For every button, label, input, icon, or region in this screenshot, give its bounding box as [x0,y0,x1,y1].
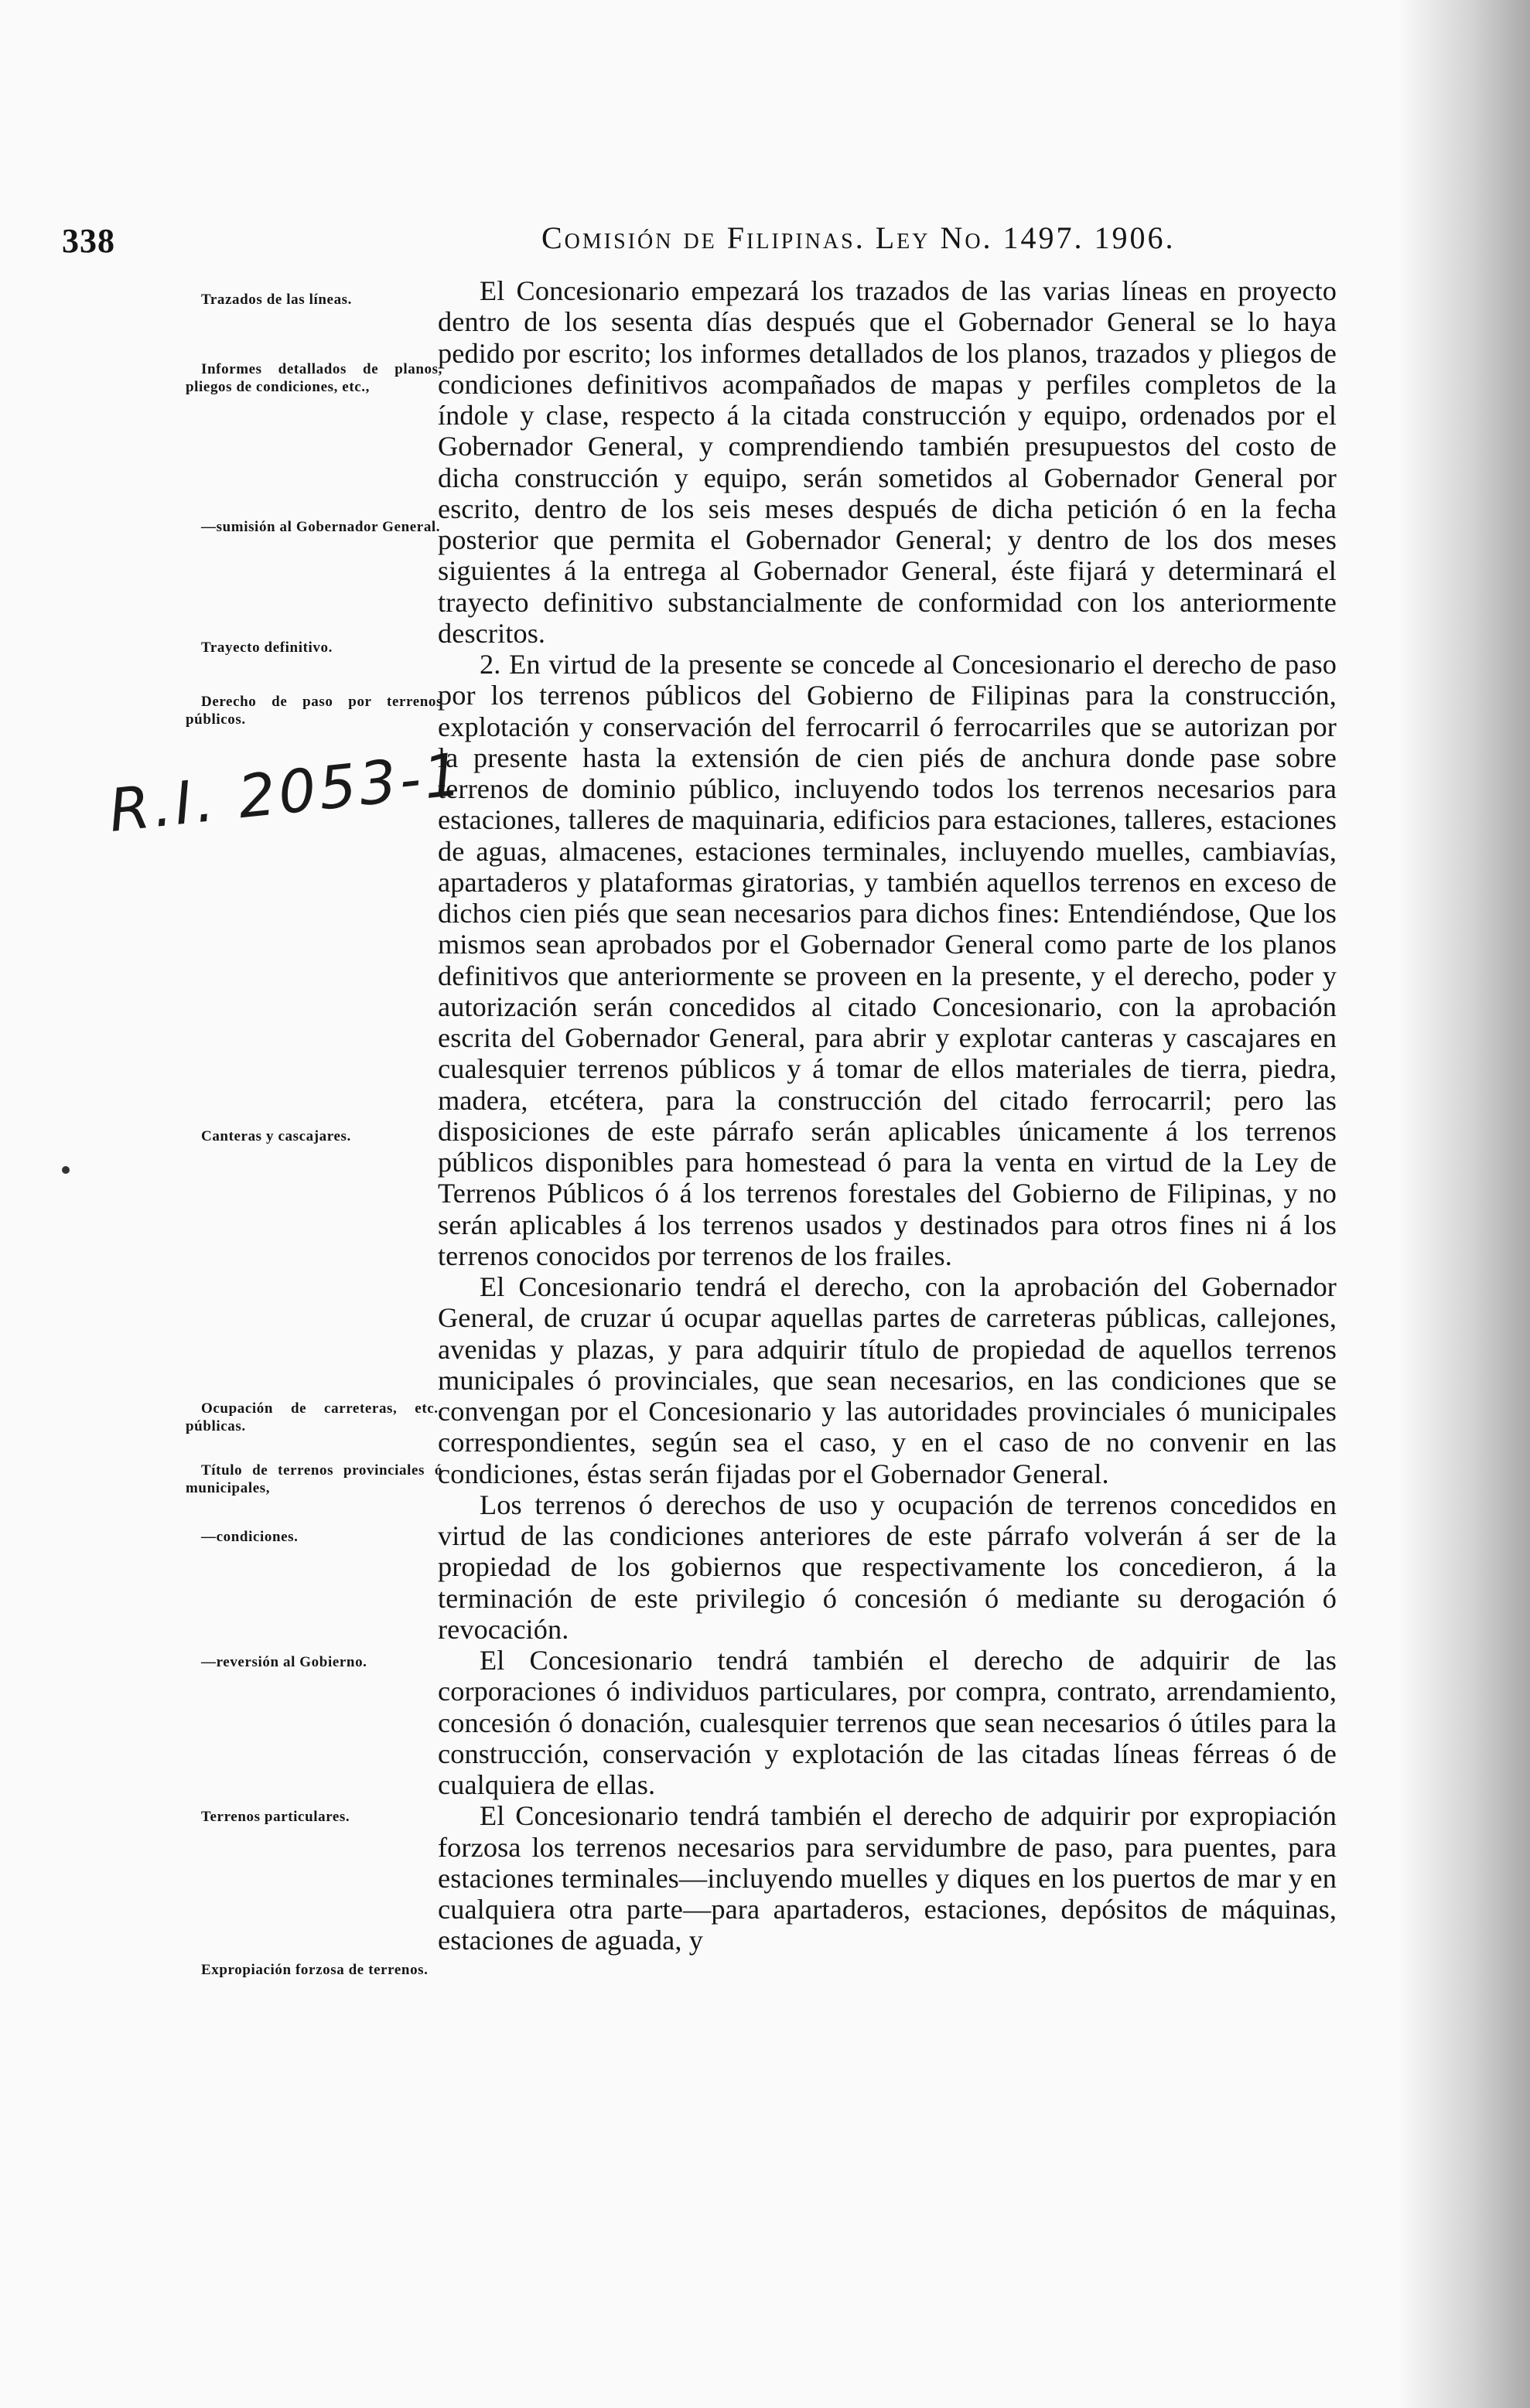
paragraph: El Concesionario empezará los trazados de las varias líneas en proyecto dentro de los sesenta días después que el Gobernador General se lo haya pedido por escrito; los informes detallados de los planos, trazados y pliegos de condiciones definitivos acompañados de mapas y perfiles completos de la índole y clase, respecto á la citada construcción y equipo, ordenados por el Gobernador General, y comprendiendo también presupuestos del costo de dicha construcción y equipo, serán sometidos al Gobernador General por escrito, dentro de los seis meses después de dicha petición ó en la fecha posterior que permita el Gobernador General; y dentro de los dos meses siguientes á la entrega al Gobernador General, éste fijará y determinará el trayecto definitivo substancialmente de conformidad con los anteriormente descritos. [438,275,1337,649]
paragraph: 2. En virtud de la presente se concede al Concesionario el derecho de paso por los terrenos públicos del Gobierno de Filipinas para la construcción, explotación y conservación del ferrocarril ó ferrocarriles que se autorizan por la presente hasta la extensión de cien piés de anchura donde pase sobre terrenos de dominio público, incluyendo todos los terrenos necesarios para estaciones, talleres de maquinaria, edificios para estaciones, talleres, estaciones de aguas, almacenes, estaciones terminales, incluyendo muelles, cambiavías, apartaderos y plataformas giratorias, y también aquellos terrenos en exceso de dichos cien piés que sean necesarios para dichos fines: Entendiéndose, Que los mismos sean aprobados por el Gobernador General como parte de los planos definitivos que anteriormente se proveen en la presente, y el derecho, poder y autorización serán concedidos al citado Concesionario, con la aprobación escrita del Gobernador General, para abrir y explotar canteras y cascajares en cualesquier terrenos públicos y á tomar de ellos materiales de tierra, piedra, madera, etcétera, para la construcción del citado ferrocarril; pero las disposiciones de este párrafo serán aplicables únicamente á los terrenos públicos disponibles para homestead ó para la venta en virtud de la Ley de Terrenos Públicos ó á los terrenos forestales del Gobierno de Filipinas, y no serán aplicables á los terrenos usados y destinados para otros fines ni á los terrenos conocidos por terrenos de los frailes. [438,649,1337,1271]
page-number: 338 [62,222,115,260]
running-head: Comisión de Filipinas. Ley No. 1497. 1906. [541,220,1176,255]
marginal-note: Título de terrenos provinciales ó municipales, [186,1462,442,1496]
paragraph: Los terrenos ó derechos de uso y ocupación de terrenos concedidos en virtud de las condiciones anteriores de este párrafo volverán á ser de la propiedad de los gobiernos que respectivamente los concedieron, á la terminación de este privilegio ó concesión ó mediante su derogación ó revocación. [438,1489,1337,1645]
marginal-note: Trayecto definitivo. [201,640,333,656]
scan-speck [62,1166,70,1174]
marginal-note: Canteras y cascajares. [201,1128,351,1144]
marginal-note: Trazados de las líneas. [201,292,353,308]
marginal-note: Informes detallados de planos, pliegos de condiciones, etc., [186,361,442,395]
marginal-note: Derecho de paso por terrenos públicos. [186,694,442,728]
scan-edge-shadow [1399,0,1530,2408]
paragraph: El Concesionario tendrá también el derecho de adquirir por expropiación forzosa los terrenos necesarios para servidumbre de paso, para puentes, para estaciones terminales—incluyendo muelles y diques en los puertos de mar y en cualquiera otra parte—para apartaderos, estaciones, depósitos de máquinas, estaciones de aguada, y [438,1800,1337,1956]
marginal-note: —reversión al Gobierno. [201,1654,367,1670]
paragraph: El Concesionario tendrá también el derecho de adquirir de las corporaciones ó individuos particulares, por compra, contrato, arrendamiento, concesión ó donación, cualesquier terrenos que sean necesarios ó útiles para la construcción, conservación y explotación de las citadas líneas férreas ó de cualquiera de ellas. [438,1645,1337,1800]
marginal-note: Ocupación de carreteras, etc., públicas. [186,1400,442,1434]
body-text [438,275,1337,1956]
marginal-note: —condiciones. [201,1529,299,1545]
marginal-note: —sumisión al Gobernador General. [201,519,441,535]
marginal-note: Expropiación forzosa de terrenos. [201,1962,429,1978]
handwritten-annotation: R.I. 2053-1 [105,739,468,845]
paragraph: El Concesionario tendrá el derecho, con la aprobación del Gobernador General, de cruzar ú ocupar aquellas partes de carreteras públicas, callejones, avenidas y plazas, y para adquirir título de propiedad de aquellos terrenos municipales ó provinciales, que sean necesarios, en las condiciones que se convengan por el Concesionario y las autoridades provinciales ó municipales correspondientes, según sea el caso, y en el caso de no convenir en las condiciones, éstas serán fijadas por el Gobernador General. [438,1271,1337,1489]
marginal-note: Terrenos particulares. [201,1809,350,1825]
